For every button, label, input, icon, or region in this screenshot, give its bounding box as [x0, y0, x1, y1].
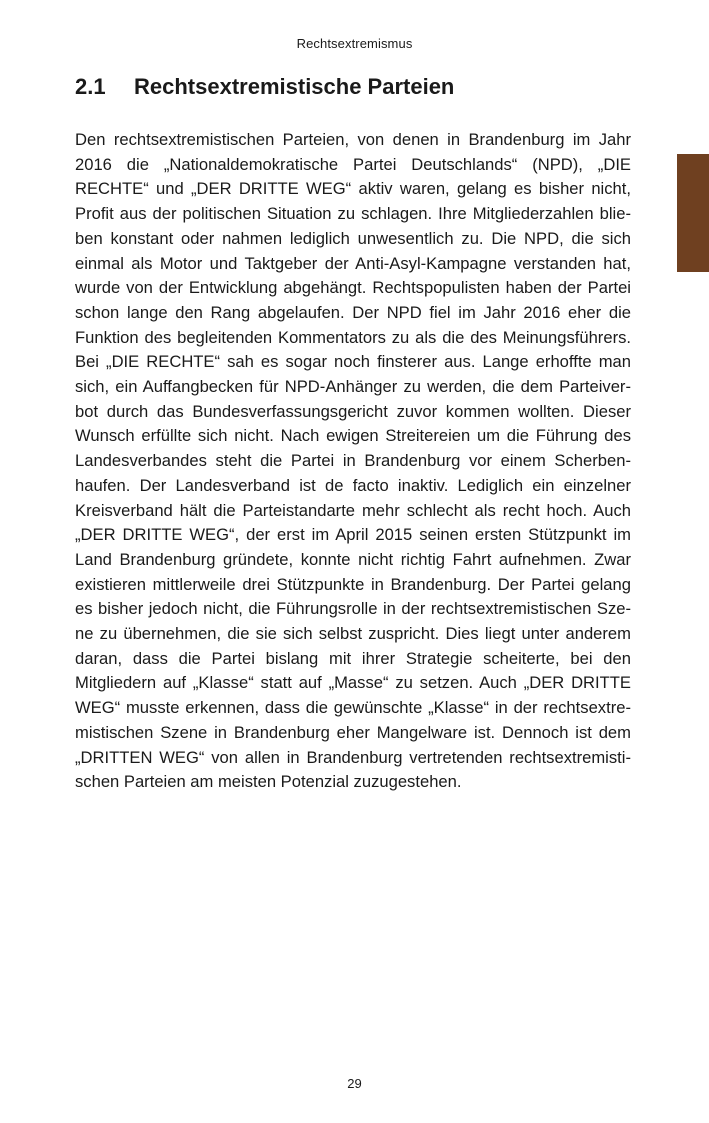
running-header: Rechtsextremismus: [296, 36, 413, 51]
page-number: 29: [347, 1076, 362, 1091]
section-number: 2.1: [75, 74, 106, 99]
section-title: Rechtsextremistische Parteien: [134, 74, 455, 99]
chapter-thumb-tab: [677, 154, 709, 272]
body-paragraph: Den rechtsextremistischen Parteien, von denen in Brandenburg im Jahr 2016 die „Nationaldemokratische Partei Deutschlands“ (NPD), „DIE RECHTE“ und „DER DRITTE WEG“ aktiv waren, gelang es bisher nicht, Profit aus der politischen Situation zu schlagen. Ihre Mitgliederzahlen blieben konstant oder nahmen lediglich unwesentlich zu. Die NPD, die sich einmal als Motor und Taktgeber der Anti-Asyl-Kampagne verstanden hat, wurde von der Entwicklung abgehängt. Rechtspopulisten haben der Partei schon lange den Rang abgelaufen. Der NPD fiel im Jahr 2016 eher die Funktion des begleitenden Kommentators zu als die des Meinungsführers. Bei „DIE RECHTE“ sah es sogar noch finsterer aus. Lange erhoffte man sich, ein Auffangbecken für NPD-Anhänger zu werden, die dem Parteiverbot durch das Bundesverfassungsgericht zuvor kommen wollten. Dieser Wunsch erfüllte sich nicht. Nach ewigen Streitereien um die Führung des Landesverbandes steht die Partei in Brandenburg vor einem Scherbenhaufen. Der Landesverband ist de facto inaktiv. Lediglich ein einzelner Kreisverband hält die Parteistandarte mehr schlecht als recht hoch. Auch „DER DRITTE WEG“, der erst im April 2015 seinen ersten Stützpunkt im Land Brandenburg gründete, konnte nicht richtig Fahrt aufnehmen. Zwar existieren mittlerweile drei Stützpunkte in Brandenburg. Der Partei gelang es bisher jedoch nicht, die Führungsrolle in der rechtsextremistischen Szene zu übernehmen, die sie sich selbst zuspricht. Dies liegt unter anderem daran, dass die Partei bislang mit ihrer Strategie scheiterte, bei den Mitgliedern auf „Klasse“ statt auf „Masse“ zu setzen. Auch „DER DRITTE WEG“ musste erkennen, dass die gewünschte „Klasse“ in der rechtsextremistischen Szene in Brandenburg eher Mangelware ist. Dennoch ist dem „DRITTEN WEG“ von allen in Brandenburg vertretenden rechtsextremistischen Parteien am meisten Potenzial zuzugestehen.: [75, 130, 631, 792]
section-heading: [75, 74, 454, 100]
